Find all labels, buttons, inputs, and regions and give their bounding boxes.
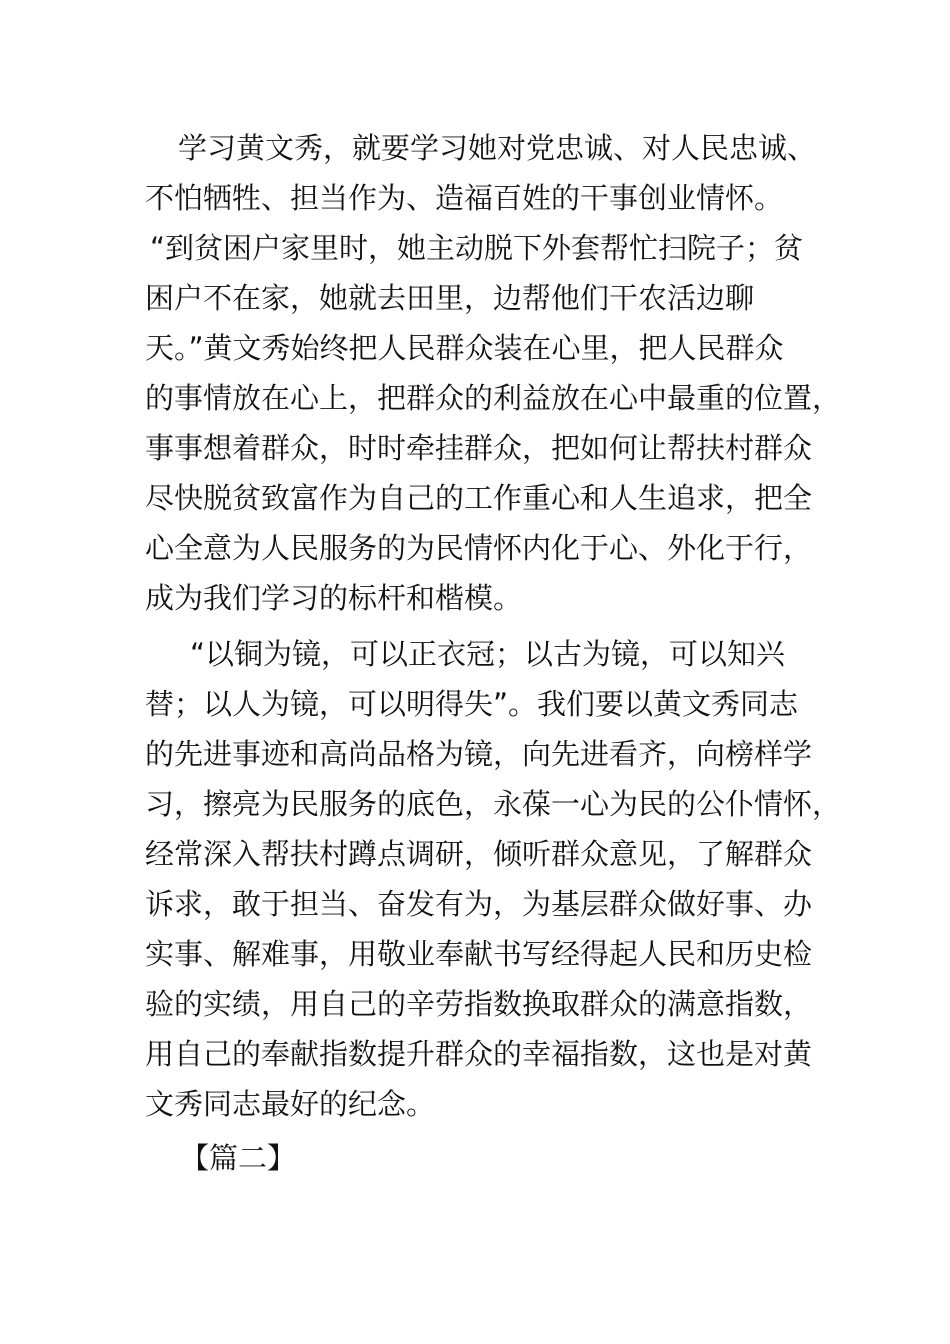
section-heading: 【篇二】: [180, 1141, 297, 1175]
paragraph-line: 的事情放在心上，把群众的利益放在心中最重的位置，: [145, 381, 842, 415]
paragraph-line: 用自己的奉献指数提升群众的幸福指数，这也是对黄: [145, 1037, 813, 1071]
paragraph-line: 不怕牺牲、担当作为、造福百姓的干事创业情怀。: [145, 181, 784, 215]
paragraph-line: 天。”黄文秀始终把人民群众装在心里，把人民群众: [145, 331, 784, 365]
paragraph-line: 诉求，敢于担当、奋发有为，为基层群众做好事、办: [145, 887, 813, 921]
paragraph-line: “到贫困户家里时，她主动脱下外套帮忙扫院子；贫: [150, 231, 804, 265]
paragraph-line: 替；以人为镜，可以明得失”。我们要以黄文秀同志: [145, 687, 799, 721]
paragraph-line: 学习黄文秀，就要学习她对党忠诚、对人民忠诚、: [178, 131, 817, 165]
paragraph-line: 验的实绩，用自己的辛劳指数换取群众的满意指数，: [145, 987, 813, 1021]
paragraph-line: 尽快脱贫致富作为自己的工作重心和人生追求，把全: [145, 481, 813, 515]
paragraph-line: 实事、解难事，用敬业奉献书写经得起人民和历史检: [145, 937, 813, 971]
paragraph-line: “以铜为镜，可以正衣冠；以古为镜，可以知兴: [190, 637, 786, 671]
paragraph-line: 成为我们学习的标杆和楷模。: [145, 581, 523, 615]
paragraph-line: 经常深入帮扶村蹲点调研，倾听群众意见，了解群众: [145, 837, 813, 871]
paragraph-line: 习，擦亮为民服务的底色，永葆一心为民的公仆情怀，: [145, 787, 842, 821]
paragraph-line: 文秀同志最好的纪念。: [145, 1087, 436, 1121]
paragraph-line: 心全意为人民服务的为民情怀内化于心、外化于行，: [145, 531, 813, 565]
paragraph-line: 的先进事迹和高尚品格为镜，向先进看齐，向榜样学: [145, 737, 813, 771]
paragraph-line: 困户不在家，她就去田里，边帮他们干农活边聊: [145, 281, 755, 315]
paragraph-line: 事事想着群众，时时牵挂群众，把如何让帮扶村群众: [145, 431, 813, 465]
